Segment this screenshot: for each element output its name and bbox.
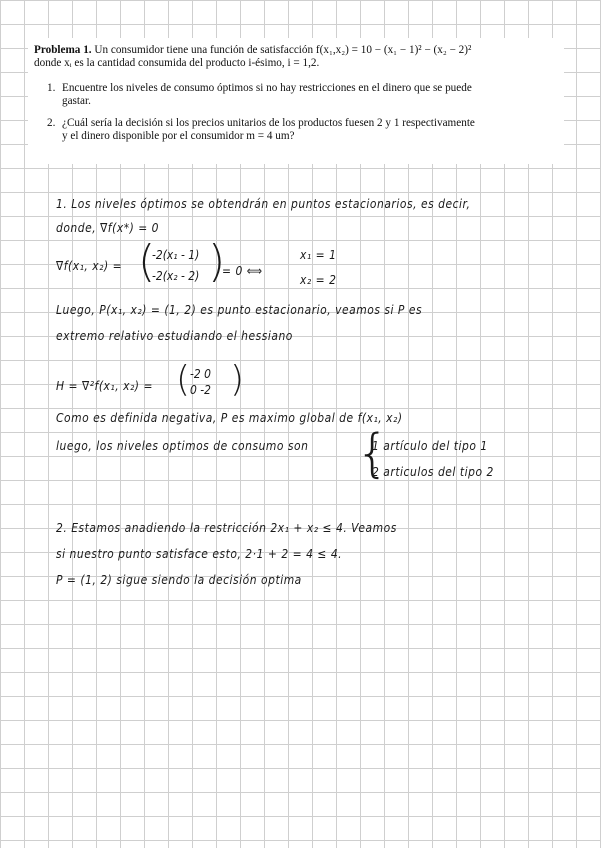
gradient-rhs: = 0 ⟺ <box>222 263 263 278</box>
question-text-cont: gastar. <box>62 95 91 108</box>
solution-x1: x₁ = 1 <box>300 247 337 262</box>
solution-line: extremo relativo estudiando el hessiano <box>56 328 293 343</box>
solution-line: 2. Estamos anadiendo la restricción 2x₁ + x₂ ≤ 4. Veamos <box>56 520 397 535</box>
optimal-item-1: 1 artículo del tipo 1 <box>372 438 488 453</box>
curly-brace: { <box>356 424 390 484</box>
hessian-lhs: H = ∇²f(x₁, x₂) = <box>56 378 153 393</box>
problem-heading: Problema 1. <box>34 44 92 56</box>
question-text: Encuentre los niveles de consumo óptimos si no hay restricciones en el dinero que se puede <box>62 81 472 94</box>
matrix-bracket-right: ) <box>230 359 245 400</box>
solution-line: si nuestro punto satisface esto, 2·1 + 2 = 4 ≤ 4. <box>56 546 343 561</box>
optimal-item-2: 2 articulos del tipo 2 <box>372 464 494 479</box>
solution-line: Como es definida negativa, P es maximo global de f(x₁, x₂) <box>56 410 403 425</box>
problem-intro-line2: donde xᵢ es la cantidad consumida del producto i-ésimo, i = 1,2. <box>34 57 320 70</box>
solution-line: luego, los niveles optimos de consumo son <box>56 438 309 453</box>
question-number: 2. <box>47 116 56 129</box>
question-number: 1. <box>47 81 56 94</box>
hessian-entry: 0 -2 <box>190 382 211 397</box>
problem-intro-text: Un consumidor tiene una función de satisfacción f(x₁,x₂) = 10 − (x₁ − 1)² − (x₂ − 2)² <box>94 44 472 56</box>
gradient-entry: -2(x₁ - 1) <box>152 247 200 262</box>
matrix-bracket-right: ) <box>208 236 226 287</box>
solution-line: Luego, P(x₁, x₂) = (1, 2) es punto estacionario, veamos si P es <box>56 302 423 317</box>
solution-line: P = (1, 2) sigue siendo la decisión optima <box>56 572 302 587</box>
hessian-entry: -2 0 <box>190 366 211 381</box>
gradient-entry: -2(x₂ - 2) <box>152 268 200 283</box>
solution-line: donde, ∇f(x*) = 0 <box>56 220 160 235</box>
matrix-bracket-left: ( <box>176 359 191 400</box>
question-text-cont: y el dinero disponible por el consumidor m = 4 um? <box>62 130 295 143</box>
question-text: ¿Cuál sería la decisión si los precios unitarios de los productos fuesen 2 y 1 respectivamente <box>62 116 475 129</box>
solution-x2: x₂ = 2 <box>300 272 337 287</box>
matrix-bracket-left: ( <box>138 236 156 287</box>
solution-line: 1. Los niveles óptimos se obtendrán en puntos estacionarios, es decir, <box>56 196 471 211</box>
gradient-lhs: ∇f(x₁, x₂) = <box>56 258 123 273</box>
